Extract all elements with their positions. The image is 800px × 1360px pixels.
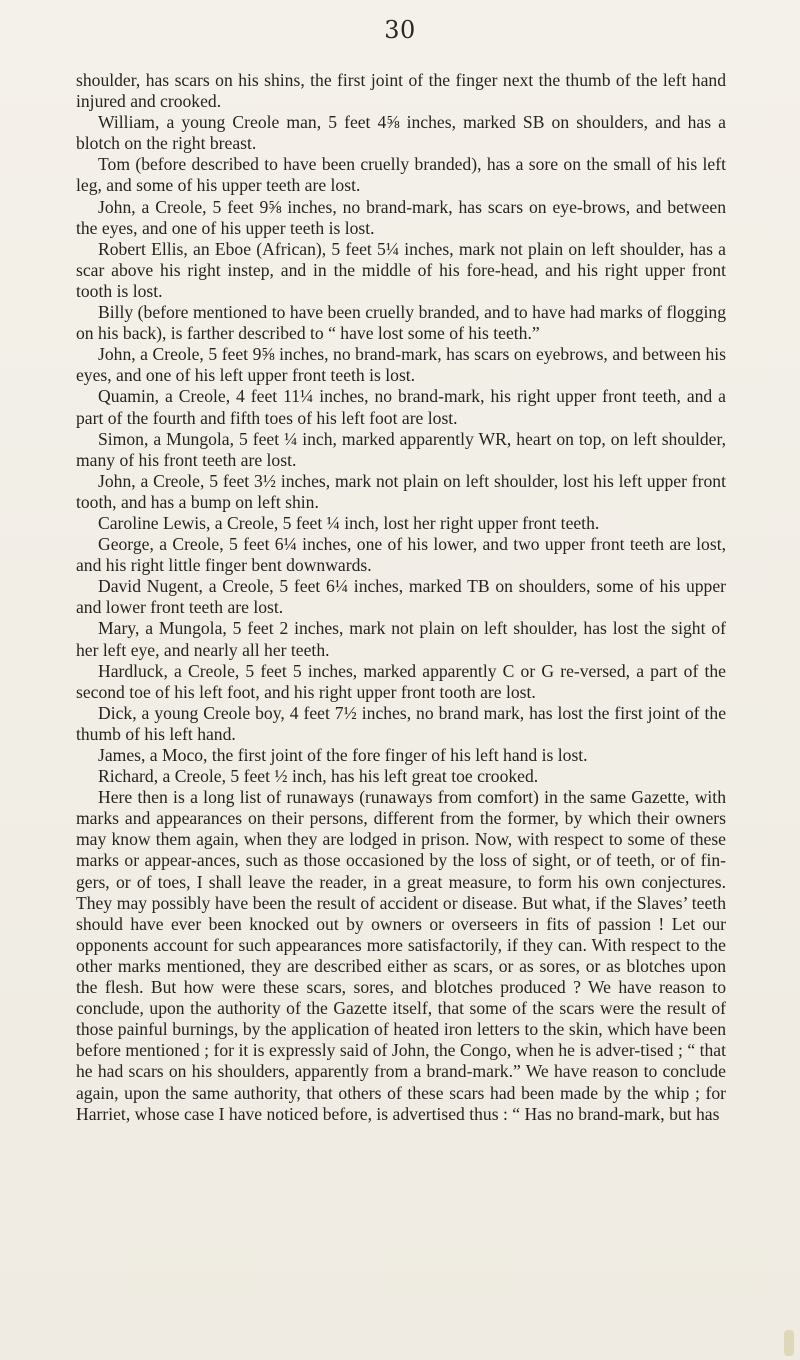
paragraph: George, a Creole, 5 feet 6¼ inches, one of his lower, and two upper front teeth are lost, and his right little finger bent downwards.	[76, 534, 726, 576]
paragraph: Mary, a Mungola, 5 feet 2 inches, mark not plain on left shoulder, has lost the sight of her left eye, and nearly all her teeth.	[76, 618, 726, 660]
paragraph: Quamin, a Creole, 4 feet 11¼ inches, no brand-mark, his right upper front teeth, and a part of the fourth and fifth toes of his left foot are lost.	[76, 386, 726, 428]
paragraph: John, a Creole, 5 feet 9⅝ inches, no brand-mark, has scars on eyebrows, and between his eyes, and one of his left upper front teeth is lost.	[76, 344, 726, 386]
paragraph: Caroline Lewis, a Creole, 5 feet ¼ inch, lost her right upper front teeth.	[98, 512, 600, 533]
paragraph: Billy (before mentioned to have been cruelly branded, and to have had marks of flogging on his back), is farther described to “ have lost some of his teeth.”	[76, 302, 726, 344]
paragraph: Simon, a Mungola, 5 feet ¼ inch, marked apparently WR, heart on top, on left shoulder, many of his front teeth are lost.	[76, 428, 726, 470]
body-text	[76, 70, 726, 1125]
paragraph: Robert Ellis, an Eboe (African), 5 feet 5¼ inches, mark not plain on left shoulder, has a scar above his right instep, and in the middle of his fore-head, and his right upper front tooth is lost.	[76, 238, 726, 301]
paragraph: Hardluck, a Creole, 5 feet 5 inches, marked apparently C or G re-versed, a part of the second toe of his left foot, and his right upper front tooth are lost.	[76, 660, 726, 702]
paragraph: Tom (before described to have been cruelly branded), has a sore on the small of his left leg, and some of his upper teeth are lost.	[76, 154, 726, 196]
paragraph: Dick, a young Creole boy, 4 feet 7½ inches, no brand mark, has lost the first joint of the thumb of his left hand.	[76, 702, 726, 744]
paper-stain	[784, 1330, 794, 1356]
paragraph: John, a Creole, 5 feet 9⅝ inches, no brand-mark, has scars on eye-brows, and between the eyes, and one of his upper teeth is lost.	[76, 196, 726, 238]
page-number: 30	[384, 16, 416, 44]
paragraph: Here then is a long list of runaways (runaways from comfort) in the same Gazette, with marks and appearances on their persons, different from the former, by which their owners may know them again, when they are lodged in prison. Now, with respect to some of these marks or appear-ances, such as those occasioned by the loss of sight, or of teeth, or of fin-gers, or of toes, I shall leave the reader, in a great measure, to form his own conjectures. They may possibly have been the result of accident or disease. But what, if the Slaves’ teeth should have ever been knocked out by owners or overseers in fits of passion ! Let our opponents account for such appearances more satisfactorily, if they can. With respect to the other marks mentioned, they are described either as scars, or as sores, or as blotches upon the flesh. But how were these scars, sores, and blotches produced ? We have reason to conclude, upon the authority of the Gazette itself, that some of the scars were the result of those painful burnings, by the application of heated iron letters to the skin, which have been before mentioned ; for it is expressly said of John, the Congo, when he is adver-tised ; “ that he had scars on his shoulders, apparently from a brand-mark.” We have reason to conclude again, upon the same authority, that others of these scars had been made by the whip ; for Harriet, whose case I have noticed before, is advertised thus : “ Has no brand-mark, but has	[76, 787, 726, 1124]
paragraph: shoulder, has scars on his shins, the first joint of the finger next the thumb of the left hand injured and crooked.	[76, 70, 726, 112]
paragraph: James, a Moco, the first joint of the fore finger of his left hand is lost.	[98, 745, 588, 765]
paragraph: John, a Creole, 5 feet 3½ inches, mark not plain on left shoulder, lost his left upper front tooth, and has a bump on left shin.	[76, 470, 726, 512]
paragraph: Richard, a Creole, 5 feet ½ inch, has his left great toe crooked.	[98, 766, 539, 787]
paragraph: David Nugent, a Creole, 5 feet 6¼ inches, marked TB on shoulders, some of his upper and lower front teeth are lost.	[76, 576, 726, 618]
paragraph: William, a young Creole man, 5 feet 4⅝ inches, marked SB on shoulders, and has a blotch on the right breast.	[76, 112, 726, 154]
